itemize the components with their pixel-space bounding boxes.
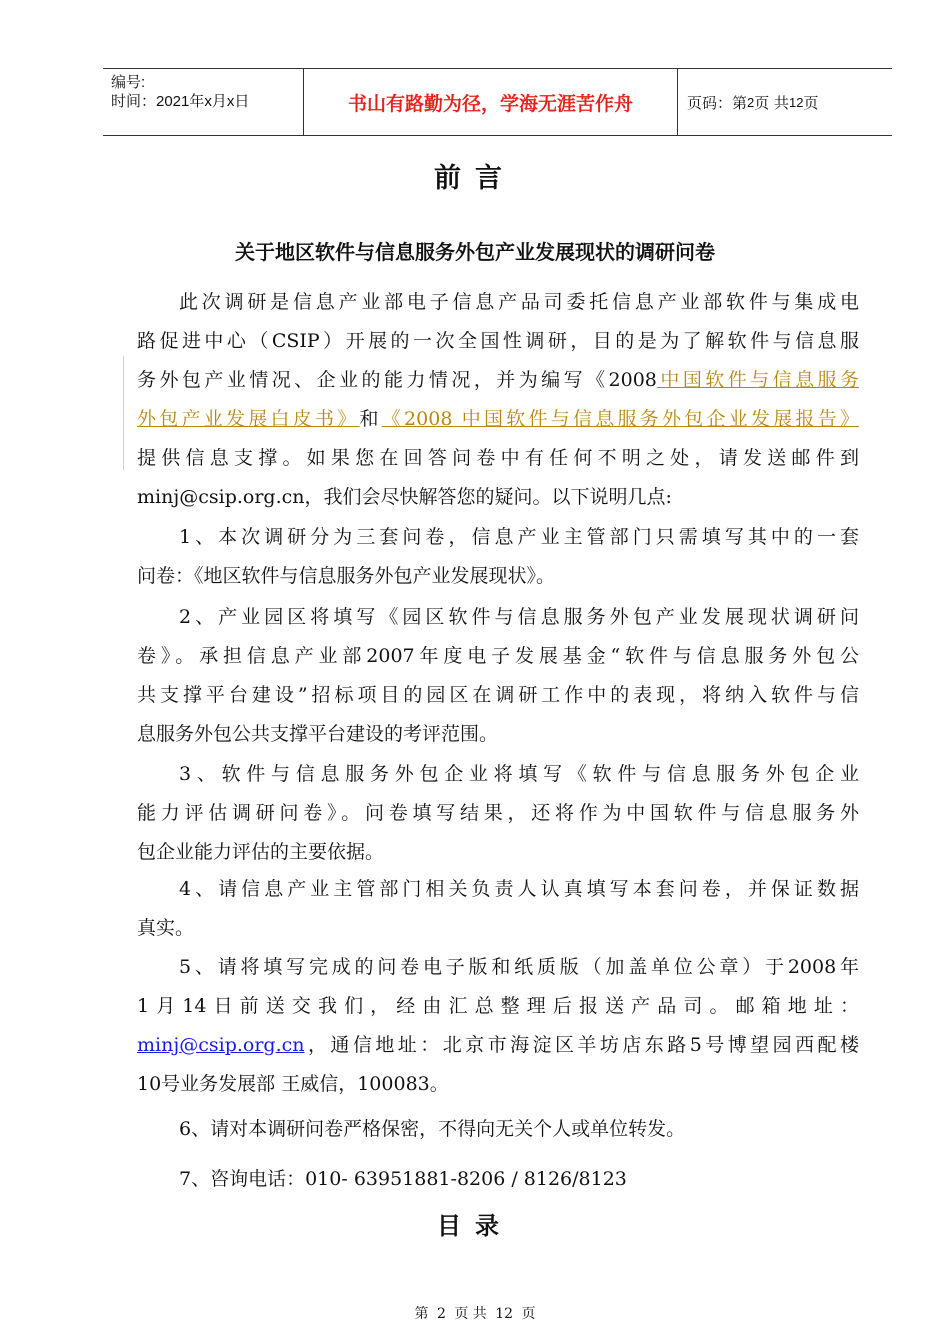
survey-title: 关于地区软件与信息服务外包产业发展现状的调研问卷: [235, 240, 715, 264]
item-line: [137, 1026, 859, 1065]
page-total: 12: [789, 94, 804, 110]
item-line: 包企业能力评估的主要依据。: [137, 841, 385, 863]
item-line: 卷》。承担信息产业部2007年度电子发展基金“软件与信息服务外包公: [137, 645, 859, 667]
intro-line: 路促进中心（CSIP）开展的一次全国性调研，目的是为了解软件与信息服: [137, 330, 859, 352]
intro-text: 务外包产业情况、企业的能力情况，并为编写《2008: [137, 369, 657, 391]
header-meta: [103, 69, 303, 135]
whitepaper-link[interactable]: 中国软件与信息服务: [656, 369, 859, 391]
item-line: 7、咨询电话：010- 63951881-8206 / 8126/8123: [179, 1168, 627, 1190]
report-link[interactable]: 《2008 中国软件与信息服务外包企业发展报告》: [381, 408, 859, 430]
item-line: 6、请对本调研问卷严格保密，不得向无关个人或单位转发。: [179, 1118, 686, 1140]
page-current: 2: [747, 94, 755, 110]
item-line: 4、请信息产业主管部门相关负责人认真填写本套问卷，并保证数据: [179, 878, 859, 900]
item-1: [137, 518, 859, 596]
revision-bar: [123, 356, 124, 470]
item-line: 息服务外包公共支撑平台建设的考评范围。: [137, 723, 499, 745]
footer-current: 2: [436, 1306, 446, 1322]
item-line: 1、本次调研分为三套问卷，信息产业主管部门只需填写其中的一套: [179, 526, 859, 548]
item-2: [137, 598, 859, 754]
page-label-pre: 页码：第: [687, 93, 748, 112]
email-link[interactable]: minj@csip.org.cn: [137, 1034, 305, 1056]
item-5: [137, 948, 859, 1104]
intro-line: 此次调研是信息产业部电子信息产品司委托信息产业部软件与集成电: [179, 291, 859, 313]
item-line: 共支撑平台建设”招标项目的园区在调研工作中的表现，将纳入软件与信: [137, 684, 859, 706]
item-4: [137, 870, 859, 948]
intro-text: 和: [359, 408, 382, 430]
page-label-mid: 页 共: [754, 93, 790, 112]
item-line: 1月14日前送交我们，经由汇总整理后报送产品司。邮箱地址：: [137, 995, 859, 1017]
header-motto: 书山有路勤为径，学海无涯苦作舟: [303, 69, 678, 135]
item-line: 5、请将填写完成的问卷电子版和纸质版（加盖单位公章）于2008年: [179, 956, 859, 978]
address-text: ，通信地址：北京市海淀区羊坊店东路5号博望园西配楼: [304, 1034, 859, 1056]
footer-pre: 第: [414, 1306, 429, 1322]
page-label-post: 页: [803, 93, 819, 112]
intro-line: [137, 361, 859, 400]
document-time-label: 时间：2021年x月x日: [111, 93, 250, 110]
footer-post: 页: [521, 1306, 536, 1322]
document-code-label: 编号:: [111, 74, 146, 91]
page-header: [103, 68, 892, 136]
item-line: 能力评估调研问卷》。问卷填写结果，还将作为中国软件与信息服务外: [137, 802, 859, 824]
toc-title: 目录: [437, 1212, 513, 1240]
item-line: 10号业务发展部 王威信，100083。: [137, 1073, 449, 1095]
page-footer: [0, 1303, 950, 1323]
intro-line: 提供信息支撑。如果您在回答问卷中有任何不明之处，请发送邮件到: [137, 447, 859, 469]
footer-mid: 页 共: [454, 1306, 487, 1322]
item-line: 2、产业园区将填写《园区软件与信息服务外包产业发展现状调研问: [179, 606, 859, 628]
item-line: 真实。: [137, 917, 195, 939]
footer-total: 12: [495, 1306, 514, 1322]
item-3: [137, 755, 859, 872]
header-page-info: [678, 69, 892, 135]
intro-paragraph: [137, 283, 859, 517]
preface-title: 前言: [434, 163, 516, 194]
item-line: 3、软件与信息服务外包企业将填写《软件与信息服务外包企业: [179, 763, 859, 785]
item-line: 问卷：《地区软件与信息服务外包产业发展现状》。: [137, 565, 556, 587]
whitepaper-link-cont[interactable]: 外包产业发展白皮书》: [137, 408, 360, 430]
intro-line: minj@csip.org.cn，我们会尽快解答您的疑问。以下说明几点:: [137, 486, 672, 508]
intro-line: [137, 400, 859, 439]
item-7: [137, 1160, 859, 1199]
item-6: [137, 1110, 859, 1149]
